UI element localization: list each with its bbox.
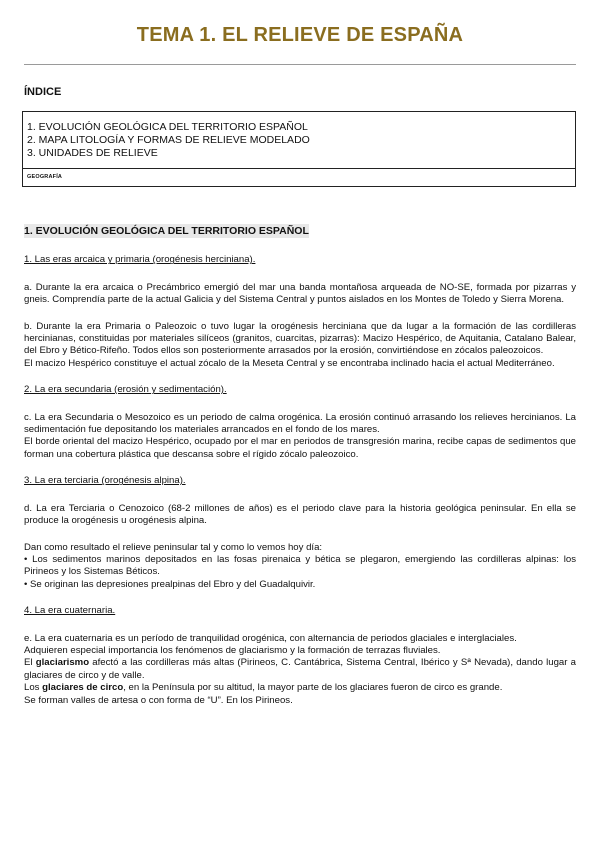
paragraph: a. Durante la era arcaica o Precámbrico emergió del mar una banda montañosa arqueada de NO-SE, formada por pizarras y gneis. Comprendía parte de la actual Galicia y del Sistema Central y puntos aislados en los Montes de Toledo y Sierra Morena. bbox=[24, 281, 576, 306]
text-span: El bbox=[24, 657, 36, 669]
paragraph: e. La era cuaternaria es un período de tranquilidad orogénica, con alternancia de periodos glaciales e interglaciales. bbox=[24, 632, 517, 644]
bold-term: glaciarismo bbox=[35, 657, 90, 669]
paragraph-block bbox=[24, 321, 576, 371]
page-title: TEMA 1. EL RELIEVE DE ESPAÑA bbox=[136, 24, 464, 46]
paragraph: Dan como resultado el relieve peninsular tal y como lo vemos hoy día: bbox=[24, 541, 323, 553]
bold-term: glaciares de circo bbox=[42, 682, 124, 694]
paragraph-block bbox=[24, 633, 576, 707]
paragraph: El macizo Hespérico constituye el actual zócalo de la Meseta Central y se encontraba inclinado hacia el actual Mediterráneo. bbox=[24, 357, 555, 369]
subsection-title: 4. La era cuaternaria. bbox=[24, 605, 116, 617]
subsection-title: 3. La era terciaria (orogénesis alpina). bbox=[24, 475, 186, 487]
index-item: 1. EVOLUCIÓN GEOLÓGICA DEL TERRITORIO ESPAÑOL bbox=[27, 121, 308, 133]
index-heading: ÍNDICE bbox=[24, 86, 62, 98]
paragraph-block bbox=[24, 542, 576, 592]
section-heading: 1. EVOLUCIÓN GEOLÓGICA DEL TERRITORIO ESPAÑOL bbox=[24, 225, 309, 237]
title-divider bbox=[24, 64, 576, 65]
subject-tag: GEOGRAFÍA bbox=[27, 174, 63, 180]
bullet-item: • Los sedimentos marinos depositados en las fosas pirenaica y bética se plegaron, emergiendo las cordilleras alpinas: los Pirineos y los Sistemas Béticos. bbox=[24, 553, 576, 578]
paragraph-block bbox=[24, 412, 576, 462]
index-item: 3. UNIDADES DE RELIEVE bbox=[27, 147, 158, 159]
index-item: 2. MAPA LITOLOGÍA Y FORMAS DE RELIEVE MODELADO bbox=[27, 134, 310, 146]
subsection-title: 2. La era secundaria (erosión y sedimentación). bbox=[24, 384, 227, 396]
index-divider bbox=[23, 168, 575, 169]
text-span: , en la Península por su altitud, la mayor parte de los glaciares fueron de circo es grande. bbox=[123, 682, 503, 694]
bullet-item: • Se originan las depresiones prealpinas del Ebro y del Guadalquivir. bbox=[24, 578, 316, 590]
paragraph: d. La era Terciaria o Cenozoico (68-2 millones de años) es el periodo clave para la historia geológica peninsular. En ella se produce la orogénesis u orogénesis alpina. bbox=[24, 502, 576, 527]
paragraph: Se forman valles de artesa o con forma de “U”. En los Pirineos. bbox=[24, 694, 293, 706]
main-content bbox=[24, 224, 576, 721]
paragraph: El borde oriental del macizo Hespérico, ocupado por el mar en periodos de transgresión marina, recibe capas de sedimentos que forman una cobertura plástica que descansa sobre el rígido zócalo paleozoico. bbox=[24, 436, 576, 460]
index-box bbox=[22, 111, 576, 187]
paragraph: b. Durante la era Primaria o Paleozoic o tuvo lugar la orogénesis herciniana que da lugar a la formación de las cordilleras hercinianas, constituidas por materiales silíceos (granitos, cuarcitas, pizarras): Macizo Hespérico, de Aquitania, Catalano Balear, del Ebro y Bético-Rifeño. Todos ellos son posteriormente arrasados por la erosión, convirtiéndose en zócalos paleozoicos. bbox=[24, 320, 576, 357]
paragraph: Adquieren especial importancia los fenómenos de glaciarismo y la formación de terrazas fluviales. bbox=[24, 644, 441, 656]
text-span: afectó a las cordilleras más altas (Pirineos, C. Cantábrica, Sistema Central, Ibérico y Sª Nevada), dando lugar a glaciares de circo y de valle. bbox=[24, 657, 576, 681]
subsection-title: 1. Las eras arcaica y primaria (orogénesis herciniana). bbox=[24, 254, 256, 266]
paragraph bbox=[24, 682, 576, 694]
paragraph bbox=[24, 657, 576, 682]
paragraph: c. La era Secundaria o Mesozoico es un periodo de calma orogénica. La erosión continuó arrasando los relieves hercinianos. La sedimentación fue depositando los materiales arrancados en el fondo de los mares. bbox=[24, 411, 576, 436]
text-span: Los bbox=[24, 682, 43, 694]
index-list bbox=[27, 121, 310, 160]
